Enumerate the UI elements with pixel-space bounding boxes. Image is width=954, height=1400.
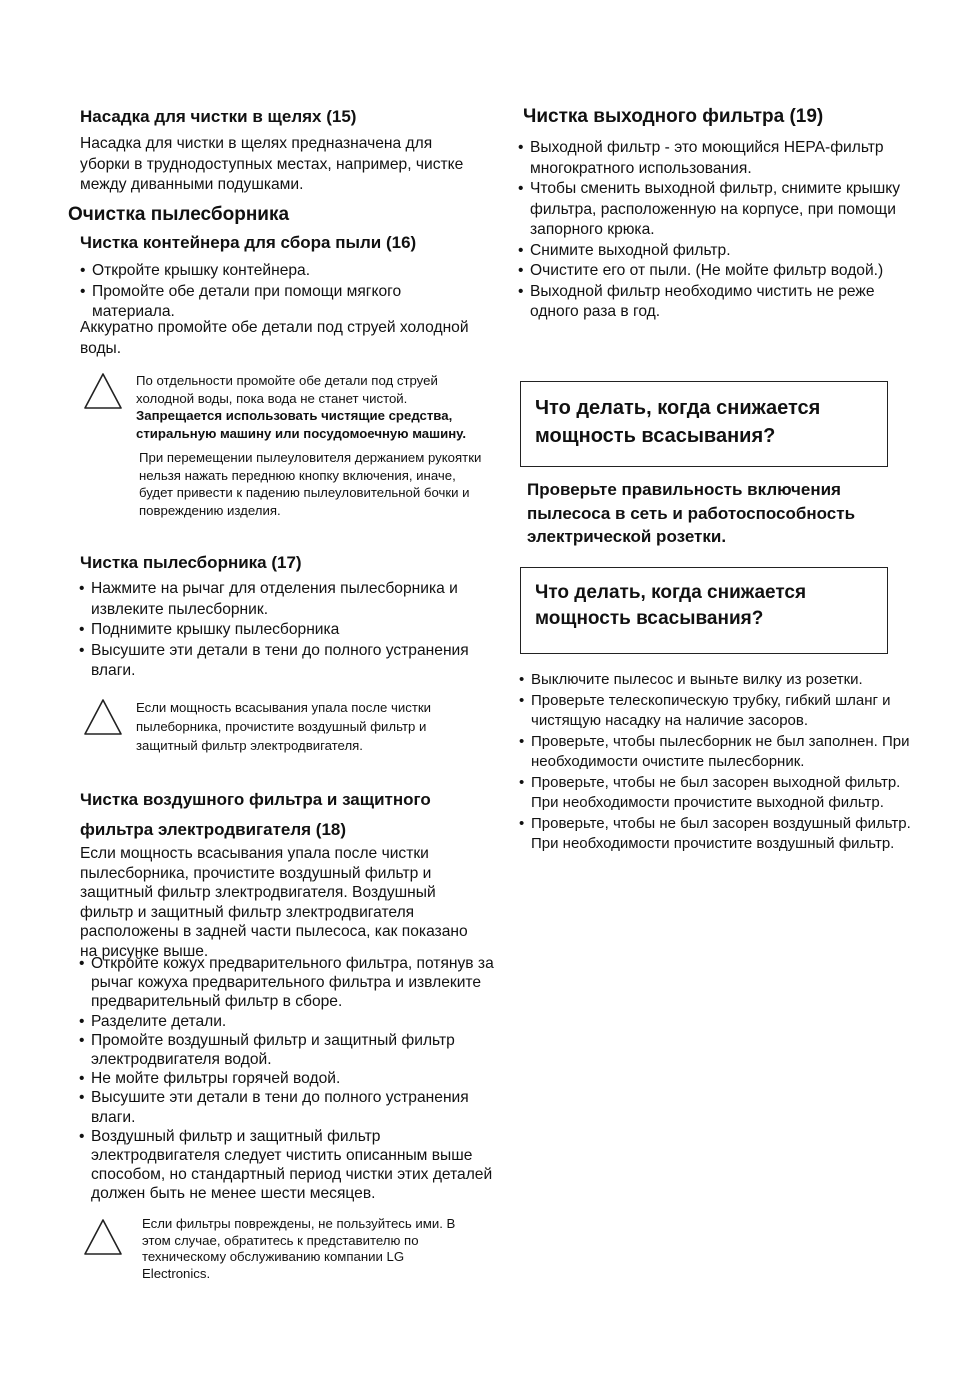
- note-text-carry: При перемещении пылеуловителя держанием рукоятки нельзя нажать переднюю кнопку включения, иначе, будет привести к падению пылеуловительной бочки и повреждению изделия.: [139, 450, 482, 518]
- air-filter-steps-list: [79, 954, 494, 1204]
- list-item: • Чтобы сменить выходной фильтр, снимите крышку фильтра, расположенную на корпусе, при помощи запорного крюка.: [518, 179, 903, 241]
- list-item: • Очистите его от пыли. (Не мойте фильтр водой.): [518, 261, 903, 282]
- warning-triangle-icon: [82, 696, 124, 738]
- list-item: • Высушите эти детали в тени до полного устранения влаги.: [79, 641, 489, 682]
- list-item: • Выключите пылесос и выньте вилку из розетки.: [519, 670, 919, 691]
- air-filter-title: [80, 785, 500, 845]
- list-item: • Промойте воздушный фильтр и защитный фильтр электродвигателя водой.: [79, 1031, 494, 1069]
- list-item: • Воздушный фильтр и защитный фильтр электродвигателя следует чистить описанным выше способом, но стандартный период чистки этих деталей должен быть не менее шести месяцев.: [79, 1127, 494, 1204]
- note-text: По отдельности промойте обе детали под струей холодной воды, пока вода не станет чистой.: [136, 373, 438, 406]
- warning-triangle-icon: [82, 1216, 124, 1258]
- list-item: • Проверьте телескопическую трубку, гибкий шланг и чистящую насадку на наличие засоров.: [519, 691, 919, 732]
- note-damaged-filters: Если фильтры повреждены, не пользуйтесь ими. В этом случае, обратитесь к представителю по техническому обслуживанию компании LG Electronics.: [142, 1216, 456, 1281]
- outlet-check-text: Проверьте правильность включения пылесоса в сеть и работоспособность электрической розетки.: [527, 480, 856, 546]
- exhaust-filter-steps-list: [518, 138, 903, 323]
- list-item: • Нажмите на рычаг для отделения пылесборника и извлеките пылесборник.: [79, 579, 489, 620]
- troubleshooting-box-title: Что делать, когда снижается мощность всасывания?: [535, 397, 821, 447]
- list-item: • Проверьте, чтобы не был засорен воздушный фильтр. При необходимости прочистите воздушный фильтр.: [519, 814, 919, 855]
- air-filter-title-line2: фильтра электродвигателя (18): [80, 820, 347, 839]
- crevice-tool-title: Насадка для чистки в щелях (15): [80, 107, 357, 126]
- air-filter-title-line1: Чистка воздушного фильтра и защитного: [80, 790, 431, 809]
- container-steps-list: [80, 261, 480, 323]
- troubleshooting-box-2: [520, 567, 888, 654]
- troubleshooting-box-1: [520, 381, 888, 467]
- dustbin-steps-list: [79, 579, 489, 682]
- list-item: • Снимите выходной фильтр.: [518, 241, 903, 262]
- list-item: • Высушите эти детали в тени до полного устранения влаги.: [79, 1088, 494, 1126]
- list-item: • Выходной фильтр - это моющийся HEPA-фильтр многократного использования.: [518, 138, 903, 179]
- list-item: • Проверьте, чтобы не был засорен выходной фильтр. При необходимости прочистите выходной фильтр.: [519, 773, 919, 814]
- air-filter-text: Если мощность всасывания упала после чистки пылесборника, прочистите воздушный фильтр и защитный фильтр злектродвигателя. Воздушный фильтр и защитный фильтр злектродвигателя расположены в задней части пылесоса, как показано на рисунке выше.: [80, 845, 468, 960]
- list-item: • Промойте обе детали при помощи мягкого материала.: [80, 282, 480, 323]
- warning-triangle-icon: [82, 370, 124, 412]
- note-suction-drop: Если мощность всасывания упала после чистки пылеборника, прочистите воздушный фильтр и защитный фильтр электродвигателя.: [136, 700, 432, 753]
- note-warning-bold: Запрещается использовать чистящие средства, стиральную машину или посудомоечную машину.: [136, 408, 467, 441]
- list-item: • Выходной фильтр необходимо чистить не реже одного раза в год.: [518, 282, 903, 323]
- list-item: • Разделите детали.: [79, 1012, 494, 1031]
- dustbin-cleaning-title: Чистка пылесборника (17): [80, 553, 302, 572]
- list-item: • Откройте кожух предварительного фильтра, потянув за рычаг кожуха предварительного фильтра и извлеките предварительный фильтр в сборе.: [79, 954, 494, 1012]
- crevice-tool-text: Насадка для чистки в щелях предназначена для уборки в труднодоступных местах, например, чистке между диванными подушками.: [80, 135, 464, 193]
- container-cleaning-title: Чистка контейнера для сбора пыли (16): [80, 233, 417, 252]
- note-rinse: [136, 372, 486, 519]
- container-rinse-text: Аккуратно промойте обе детали под струей холодной воды.: [80, 319, 469, 357]
- dustbin-cleaning-heading: Очистка пылесборника: [68, 204, 290, 225]
- list-item: • Откройте крышку контейнера.: [80, 261, 480, 282]
- list-item: • Проверьте, чтобы пылесборник не был заполнен. При необходимости очистите пылесборник.: [519, 732, 919, 773]
- troubleshooting-box-title: Что делать, когда снижается мощность всасывания?: [535, 582, 807, 629]
- list-item: • Не мойте фильтры горячей водой.: [79, 1069, 494, 1088]
- list-item: • Поднимите крышку пылесборника: [79, 620, 489, 641]
- exhaust-filter-title: Чистка выходного фильтра (19): [523, 106, 824, 127]
- troubleshooting-steps-list: [519, 670, 919, 855]
